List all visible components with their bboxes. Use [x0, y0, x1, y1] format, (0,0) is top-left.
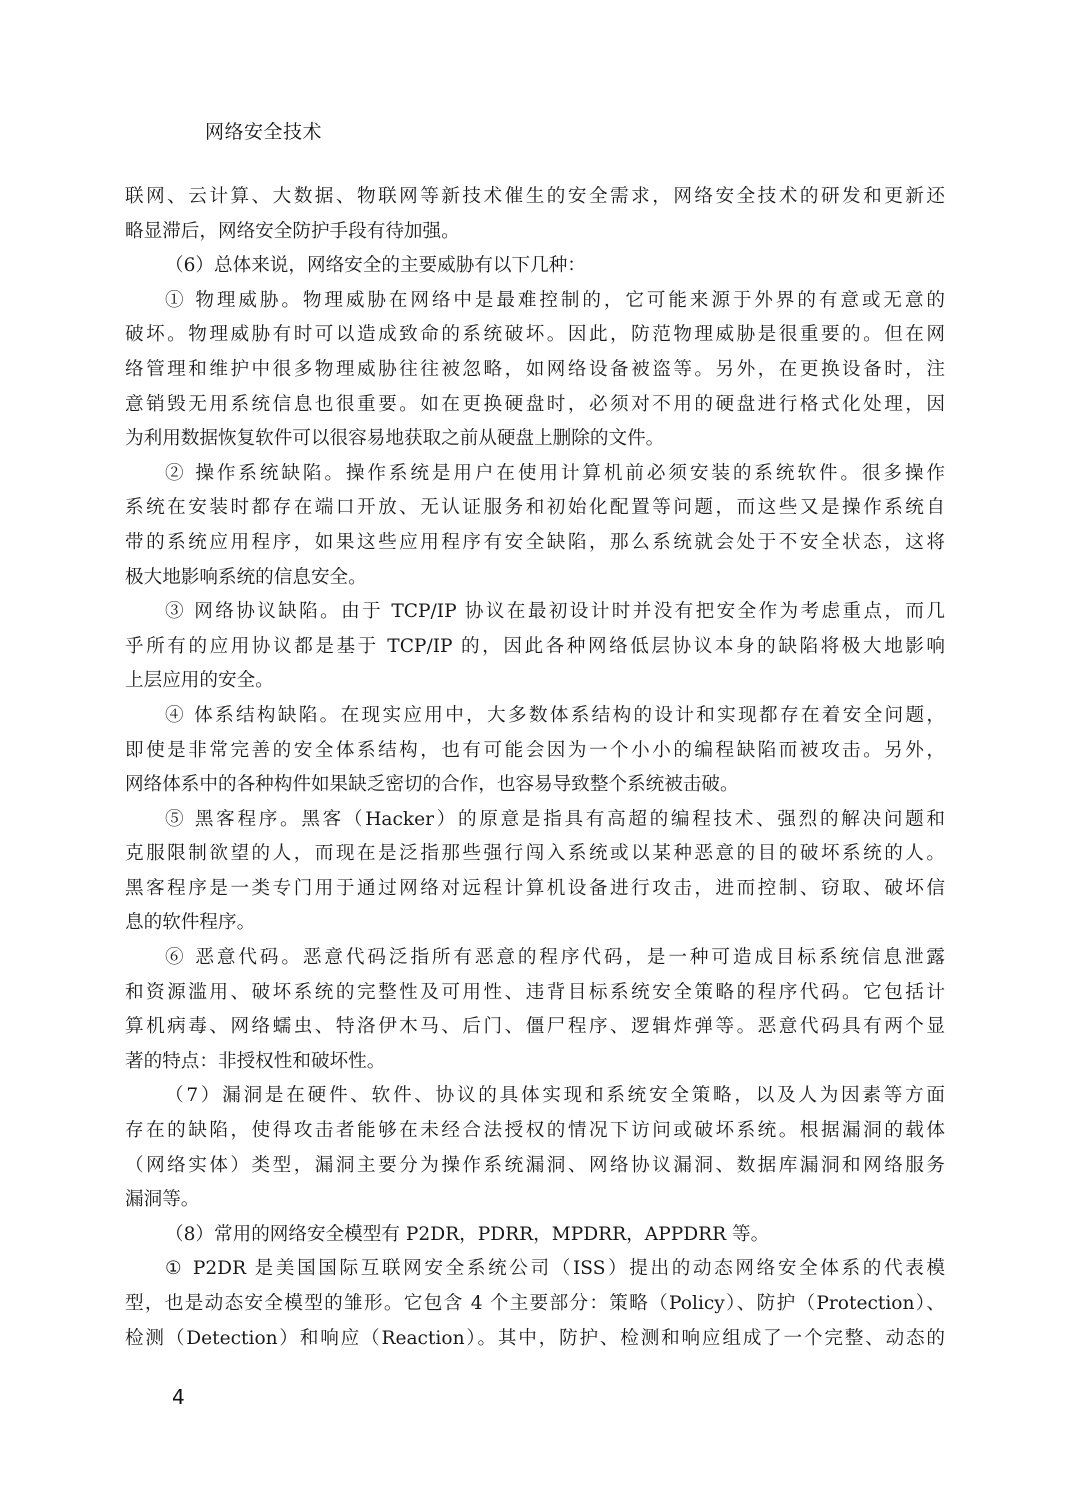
text-line: ① P2DR 是美国国际互联网安全系统公司（ISS）提出的动态网络安全体系的代表模 — [165, 1258, 945, 1280]
text-line: （网络实体）类型，漏洞主要分为操作系统漏洞、网络协议漏洞、数据库漏洞和网络服务 — [125, 1154, 945, 1176]
section-heading-7: （7）漏洞是在硬件、软件、协议的具体实现和系统安全策略，以及人为因素等方面 — [165, 1085, 945, 1107]
text-line: 为利用数据恢复软件可以很容易地获取之前从硬盘上删除的文件。 — [125, 428, 665, 450]
text-line: 乎所有的应用协议都是基于 TCP/IP 的，因此各种网络低层协议本身的缺陷将极大地影响 — [125, 635, 945, 657]
text-line: 络管理和维护中很多物理威胁往往被忽略，如网络设备被盗等。另外，在更换设备时，注 — [125, 358, 945, 380]
text-line: 联网、云计算、大数据、物联网等新技术催生的安全需求，网络安全技术的研发和更新还 — [125, 186, 945, 207]
text-line: 带的系统应用程序，如果这些应用程序有安全缺陷，那么系统就会处于不安全状态，这将 — [125, 531, 945, 553]
text-line: 上层应用的安全。 — [125, 670, 274, 692]
text-line: 略显滞后，网络安全防护手段有待加强。 — [125, 220, 460, 242]
body-text — [125, 180, 945, 1356]
text-line: 检测（Detection）和响应（Reaction）。其中，防护、检测和响应组成了一个完整、动态的 — [125, 1327, 945, 1349]
text-line: ① 物理威胁。物理威胁在网络中是最难控制的，它可能来源于外界的有意或无意的 — [165, 289, 945, 311]
text-line: 著的特点：非授权性和破坏性。 — [125, 1050, 386, 1072]
text-line: 漏洞等。 — [125, 1189, 200, 1211]
text-line: 意销毁无用系统信息也很重要。如在更换硬盘时，必须对不用的硬盘进行格式化处理，因 — [125, 393, 945, 415]
section-heading-8: （8）常用的网络安全模型有 P2DR，PDRR，MPDRR，APPDRR 等。 — [165, 1223, 770, 1245]
section-heading-6: （6）总体来说，网络安全的主要威胁有以下几种： — [165, 255, 586, 277]
text-line: ⑤ 黑客程序。黑客（Hacker）的原意是指具有高超的编程技术、强烈的解决问题和 — [165, 808, 945, 830]
text-line: 息的软件程序。 — [125, 912, 256, 934]
text-line: 网络体系中的各种构件如果缺乏密切的合作，也容易导致整个系统被击破。 — [125, 774, 739, 796]
text-line: ⑥ 恶意代码。恶意代码泛指所有恶意的程序代码，是一种可造成目标系统信息泄露 — [165, 947, 945, 969]
text-line: 黑客程序是一类专门用于通过网络对远程计算机设备进行攻击，进而控制、窃取、破坏信 — [125, 877, 945, 899]
running-header-title: 网络安全技术 — [205, 121, 323, 143]
text-line: 系统在安装时都存在端口开放、无认证服务和初始化配置等问题，而这些又是操作系统自 — [125, 497, 945, 519]
text-line: 破坏。物理威胁有时可以造成致命的系统破坏。因此，防范物理威胁是很重要的。但在网 — [125, 324, 945, 346]
text-line: 存在的缺陷，使得攻击者能够在未经合法授权的情况下访问或破坏系统。根据漏洞的载体 — [125, 1120, 945, 1142]
text-line: ④ 体系结构缺陷。在现实应用中，大多数体系结构的设计和实现都存在着安全问题， — [165, 704, 945, 726]
page-number: 4 — [172, 1385, 185, 1409]
text-line: 克服限制欲望的人，而现在是泛指那些强行闯入系统或以某种恶意的目的破坏系统的人。 — [125, 843, 945, 865]
text-line: 算机病毒、网络蠕虫、特洛伊木马、后门、僵尸程序、逻辑炸弹等。恶意代码具有两个显 — [125, 1016, 945, 1038]
text-line: ② 操作系统缺陷。操作系统是用户在使用计算机前必须安装的系统软件。很多操作 — [165, 462, 945, 484]
text-line: 即使是非常完善的安全体系结构，也有可能会因为一个小小的编程缺陷而被攻击。另外， — [125, 739, 945, 761]
text-line: 和资源滥用、破坏系统的完整性及可用性、违背目标系统安全策略的程序代码。它包括计 — [125, 981, 945, 1003]
text-line: ③ 网络协议缺陷。由于 TCP/IP 协议在最初设计时并没有把安全作为考虑重点，而几 — [165, 601, 945, 623]
text-line: 极大地影响系统的信息安全。 — [125, 566, 367, 588]
text-line: 型，也是动态安全模型的雏形。它包含 4 个主要部分：策略（Policy）、防护（Protection）、 — [125, 1293, 945, 1314]
